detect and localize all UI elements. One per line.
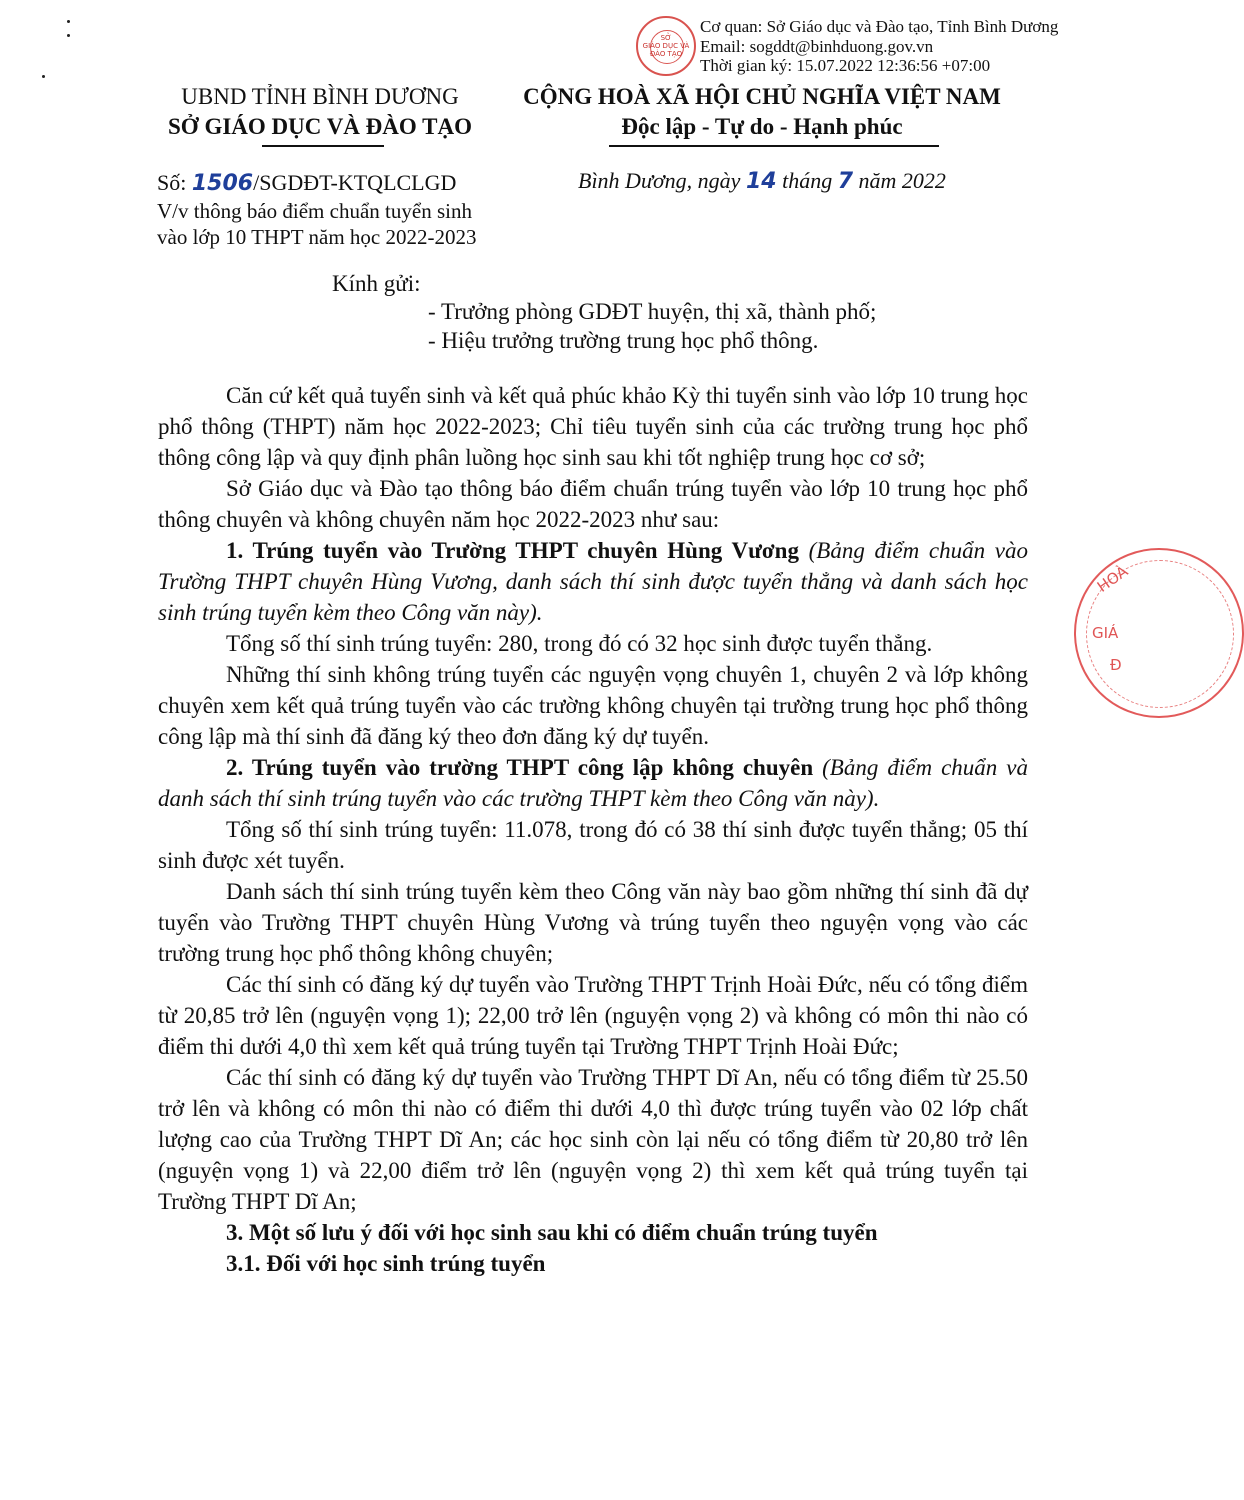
recipients-greeting: Kính gửi: (332, 271, 421, 296)
header-nation: CỘNG HOÀ XÃ HỘI CHỦ NGHĨA VIỆT NAM (523, 84, 1001, 109)
section-1-note: (Bảng điểm chuẩn vào Trường THPT chuyên Hùng Vương, danh sách thí sinh được tuyển thẳng và danh sách học sinh trúng tuyển kèm theo Công văn này). (158, 538, 1028, 625)
paragraph-basis: Căn cứ kết quả tuyển sinh và kết quả phúc khảo Kỳ thi tuyển sinh vào lớp 10 trung học phổ thông (THPT) năm học 2022-2023; Chỉ tiêu tuyển sinh của các trường trung học phổ thông công lập và quy định phân luồng học sinh sau khi tốt nghiệp trung học cơ sở; (158, 383, 1029, 470)
document-body (158, 380, 1028, 1279)
section-2-total: Tổng số thí sinh trúng tuyển: 11.078, trong đó có 38 thí sinh được tuyển thẳng; 05 thí sinh được xét tuyển. (158, 817, 1028, 873)
section-2-title: 2. Trúng tuyển vào trường THPT công lập không chuyên (226, 755, 814, 780)
scan-speck (67, 34, 70, 37)
doc-number-prefix: Số: (157, 170, 192, 195)
section-1-total: Tổng số thí sinh trúng tuyển: 280, trong đó có 32 học sinh được tuyển thẳng. (226, 631, 933, 656)
section-3-title: 3. Một số lưu ý đối với học sinh sau khi có điểm chuẩn trúng tuyển (226, 1220, 878, 1245)
header-right-rule (609, 145, 939, 147)
section-2-list-note: Danh sách thí sinh trúng tuyển kèm theo Công văn này bao gồm những thí sinh đã dự tuyển vào Trường THPT chuyên Hùng Vương và trúng tuyển theo nguyện vọng vào các trường trung học phổ thông không chuyên; (158, 879, 1028, 966)
date-day-handwritten: 14 (745, 169, 777, 194)
section-3-1-title: 3.1. Đối với học sinh trúng tuyển (226, 1251, 546, 1276)
scan-speck (67, 20, 70, 23)
section-1-title: 1. Trúng tuyển vào Trường THPT chuyên Hùng Vương (226, 538, 799, 563)
section-2 (158, 752, 1028, 814)
paragraph-announcement: Sở Giáo dục và Đào tạo thông báo điểm chuẩn trúng tuyển vào lớp 10 trung học phổ thông chuyên và không chuyên năm học 2022-2023 như sau: (158, 476, 1028, 532)
date-month-handwritten: 7 (837, 169, 854, 194)
document-number (157, 170, 456, 197)
date-prefix: Bình Dương, ngày (578, 168, 746, 193)
seal-text: ĐÀO TẠO (649, 50, 683, 58)
stamp-text: HOÀ (1093, 562, 1132, 596)
section-2-trinh-hoai-duc: Các thí sinh có đăng ký dự tuyển vào Trường THPT Trịnh Hoài Đức, nếu có tổng điểm từ 20,85 trở lên (nguyện vọng 1); 22,00 trở lên (nguyện vọng 2) và không có môn thi nào có điểm thi dưới 4,0 thì xem kết quả trúng tuyển tại Trường THPT Trịnh Hoài Đức; (158, 972, 1028, 1059)
header-authority: UBND TỈNH BÌNH DƯƠNG (181, 84, 459, 109)
section-2-di-an: Các thí sinh có đăng ký dự tuyển vào Trường THPT Dĩ An, nếu có tổng điểm từ 25.50 trở lên và không có môn thi nào có điểm thi dưới 4,0 thì được trúng tuyển vào 02 lớp chất lượng cao của Trường THPT Dĩ An; các học sinh còn lại nếu có tổng điểm từ 20,80 trở lên (nguyện vọng 1) và 22,00 điểm trở lên (nguyện vọng 2) thì xem kết quả trúng tuyển tại Trường THPT Dĩ An; (158, 1065, 1028, 1214)
signature-email: Email: sogddt@binhduong.gov.vn (700, 37, 934, 56)
subject-line-1: V/v thông báo điểm chuẩn tuyển sinh (157, 199, 472, 223)
seal-text: SỞ (660, 34, 672, 42)
signature-agency: Cơ quan: Sở Giáo dục và Đào tạo, Tỉnh Bình Dương (700, 17, 1059, 36)
stamp-text: GIÁ (1092, 624, 1119, 642)
header-left-rule (262, 145, 384, 147)
section-1 (158, 535, 1028, 628)
seal-text: GIÁO DỤC VÀ (642, 42, 690, 50)
date-mid: tháng (776, 168, 838, 193)
scan-speck (42, 75, 45, 78)
subject-line-2: vào lớp 10 THPT năm học 2022-2023 (157, 225, 477, 249)
doc-number-suffix: /SGDĐT-KTQLCLGD (253, 170, 457, 195)
recipient-1: - Trưởng phòng GDĐT huyện, thị xã, thành phố; (428, 299, 877, 324)
date-suffix: năm 2022 (853, 168, 946, 193)
section-2-note: (Bảng điểm chuẩn và danh sách thí sinh trúng tuyển vào các trường THPT kèm theo Công văn này). (158, 755, 1028, 811)
header-motto: Độc lập - Tự do - Hạnh phúc (621, 114, 903, 139)
document-date (578, 168, 946, 195)
section-1-not-admitted: Những thí sinh không trúng tuyển các nguyện vọng chuyên 1, chuyên 2 và lớp không chuyên xem kết quả trúng tuyển vào các trường không chuyên tại trường trung học phổ thông công lập mà thí sinh đã đăng ký theo đơn đăng ký dự tuyển. (158, 662, 1028, 749)
header-department: SỞ GIÁO DỤC VÀ ĐÀO TẠO (168, 114, 472, 139)
signature-time: Thời gian ký: 15.07.2022 12:36:56 +07:00 (700, 56, 991, 75)
stamp-text: Đ (1110, 656, 1122, 674)
digital-signature-seal (636, 16, 696, 76)
doc-number-handwritten: 1506 (191, 171, 254, 196)
recipient-2: - Hiệu trưởng trường trung học phổ thông. (428, 328, 819, 353)
